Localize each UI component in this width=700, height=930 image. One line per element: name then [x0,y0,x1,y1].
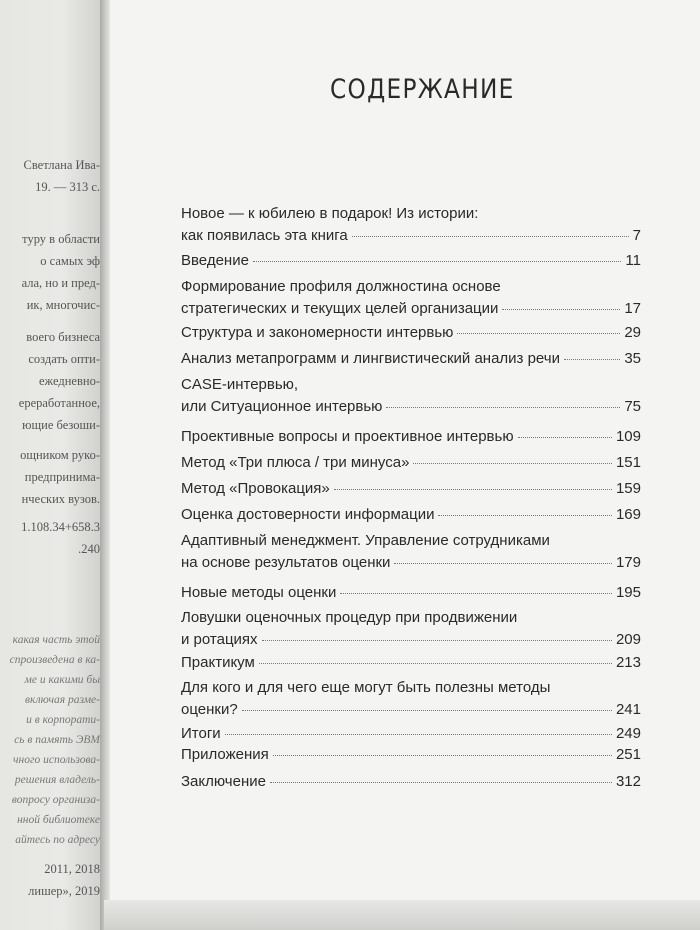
toc-entry[interactable] [181,374,641,418]
left-page-text-line: Светлана Ива- [23,158,100,172]
toc-entry-title-line: CASE-интервью, [181,376,299,393]
toc-page-number: 7 [632,227,641,244]
toc-page-number: 109 [615,428,641,445]
toc-page-number: 241 [615,701,641,718]
toc-dot-leader [259,663,612,664]
toc-entry-title: Проективные вопросы и проективное интервью [181,428,514,445]
toc-page-number: 251 [615,746,641,763]
left-page-text-line: 19. — 313 с. [35,180,100,194]
toc-dot-leader [242,710,612,711]
left-page-text-line: о самых эф [40,254,100,268]
toc-entry-title: Метод «Три плюса / три минуса» [181,454,410,471]
toc-dot-leader [225,734,612,735]
contents-title: СОДЕРЖАНИЕ [330,74,515,105]
toc-entry[interactable] [181,652,641,674]
toc-entry-title-row [181,478,641,500]
toc-entry-title-line: Адаптивный менеджмент. Управление сотрудниками [181,532,550,549]
toc-page-number: 249 [615,725,641,742]
toc-dot-leader [438,515,611,516]
toc-dot-leader [340,593,612,594]
toc-entry-title-line: Для кого и для чего еще могут быть полезны методы [181,679,551,696]
toc-entry-title: Практикум [181,654,255,671]
left-page-text-line: ежедневно- [38,374,100,388]
toc-dot-leader [262,640,612,641]
toc-entry-title: оценки? [181,701,238,718]
toc-entry[interactable] [181,744,641,766]
left-page-text-line: нной библиотеке [17,814,100,826]
toc-entry-title: как появилась эта книга [181,227,348,244]
toc-entry-title-row [181,629,641,651]
left-page-text-line: решения владель- [14,774,100,786]
toc-entry[interactable] [181,607,641,651]
toc-entry-title: Приложения [181,746,269,763]
toc-page-number: 209 [615,631,641,648]
toc-entry-title-row [181,298,641,320]
toc-dot-leader [518,437,612,438]
toc-dot-leader [564,359,620,360]
left-page-text-line: включая разме- [24,694,100,706]
toc-page-number: 75 [624,398,641,415]
toc-page-number: 35 [624,350,641,367]
toc-dot-leader [334,489,612,490]
left-page-text-line: .240 [78,542,100,556]
left-page-text-line: предпринима- [24,470,100,484]
toc-dot-leader [457,333,620,334]
toc-dot-leader [394,563,612,564]
toc-entry-title-row [181,552,641,574]
toc-entry-title: Введение [181,252,249,269]
toc-entry-title-line: Формирование профиля должностина основе [181,278,501,295]
toc-entry-title-line: Новое — к юбилею в подарок! Из истории: [181,205,479,222]
toc-entry[interactable] [181,504,641,526]
toc-entry[interactable] [181,426,641,448]
left-page-text-line: вопросу организа- [11,794,100,806]
toc-dot-leader [352,236,629,237]
left-page-text-line: сь в память ЭВМ [14,734,100,746]
toc-entry-title: Новые методы оценки [181,584,337,601]
toc-entry-title-row [181,582,641,604]
toc-entry-title-row [181,504,641,526]
toc-page-number: 151 [615,454,641,471]
toc-entry[interactable] [181,203,641,247]
toc-entry-title-row [181,250,641,272]
toc-entry[interactable] [181,723,641,745]
toc-entry[interactable] [181,582,641,604]
toc-entry-title-row [181,322,641,344]
toc-entry-title-row [181,225,641,247]
toc-entry-title: Структура и закономерности интервью [181,324,454,341]
left-page-text-line: и в корпорати- [26,714,100,726]
left-page-text-line: ощником руко- [20,448,100,462]
left-page-text-line: ик, многочис- [26,298,100,312]
left-page-text-line: воего бизнеса [26,330,100,344]
toc-page-number: 213 [615,654,641,671]
toc-page-number: 169 [615,506,641,523]
toc-entry[interactable] [181,276,641,320]
toc-entry[interactable] [181,348,641,370]
left-page-text-line: чного использова- [13,754,100,766]
toc-entry-title-row [181,396,641,418]
toc-entry-title-row [181,452,641,474]
toc-entry[interactable] [181,478,641,500]
toc-page-number: 312 [615,773,641,790]
toc-entry-title: Анализ метапрограмм и лингвистический анализ речи [181,350,560,367]
toc-entry[interactable] [181,452,641,474]
toc-entry-title: или Ситуационное интервью [181,398,383,415]
left-page-text-line: туру в области [22,232,100,246]
toc-entry-title: и ротациях [181,631,258,648]
toc-dot-leader [253,261,622,262]
toc-entry-title-row [181,744,641,766]
toc-dot-leader [502,309,620,310]
toc-entry-title: Заключение [181,773,266,790]
toc-entry[interactable] [181,771,641,793]
toc-entry-title-row [181,426,641,448]
toc-entry-title-line: Ловушки оценочных процедур при продвижении [181,609,518,626]
left-page-text-line: спроизведена в ка- [9,654,100,666]
left-page [0,0,104,930]
left-page-text-line: ала, но и пред- [21,276,100,290]
toc-page-number: 159 [615,480,641,497]
toc-dot-leader [386,407,620,408]
toc-page-number: 11 [625,252,641,269]
left-page-text-line: лишер», 2019 [28,884,100,898]
toc-entry-title: стратегических и текущих целей организации [181,300,499,317]
toc-entry-title: Метод «Провокация» [181,480,330,497]
left-page-text-line: ме и какими бы [24,674,100,686]
toc-page-number: 195 [615,584,641,601]
toc-entry-title-row [181,348,641,370]
left-page-text-line: создать опти- [28,352,100,366]
left-page-text-line: какая часть этой [12,634,100,646]
toc-entry-title-row [181,771,641,793]
toc-page-number: 179 [615,554,641,571]
toc-entry[interactable] [181,530,641,574]
toc-entry-title: Оценка достоверности информации [181,506,435,523]
toc-entry[interactable] [181,250,641,272]
toc-dot-leader [273,755,612,756]
toc-entry-title-row [181,699,641,721]
toc-entry[interactable] [181,677,641,721]
left-page-text-line: айтесь по адресу [15,834,100,846]
toc-entry[interactable] [181,322,641,344]
toc-page-number: 17 [624,300,641,317]
left-page-text-line: ющие безоши- [22,418,100,432]
toc-entry-title: на основе результатов оценки [181,554,391,571]
toc-entry-title-row [181,652,641,674]
toc-dot-leader [413,463,612,464]
left-page-text-line: 1.108.34+658.3 [21,520,100,534]
toc-entry-title: Итоги [181,725,221,742]
page-edge-shadow [104,900,700,930]
toc-page-number: 29 [624,324,641,341]
left-page-text-line: нческих вузов. [21,492,100,506]
toc-dot-leader [270,782,612,783]
left-page-text-line: 2011, 2018 [44,862,100,876]
toc-entry-title-row [181,723,641,745]
left-page-text-line: ереработанное, [18,396,100,410]
